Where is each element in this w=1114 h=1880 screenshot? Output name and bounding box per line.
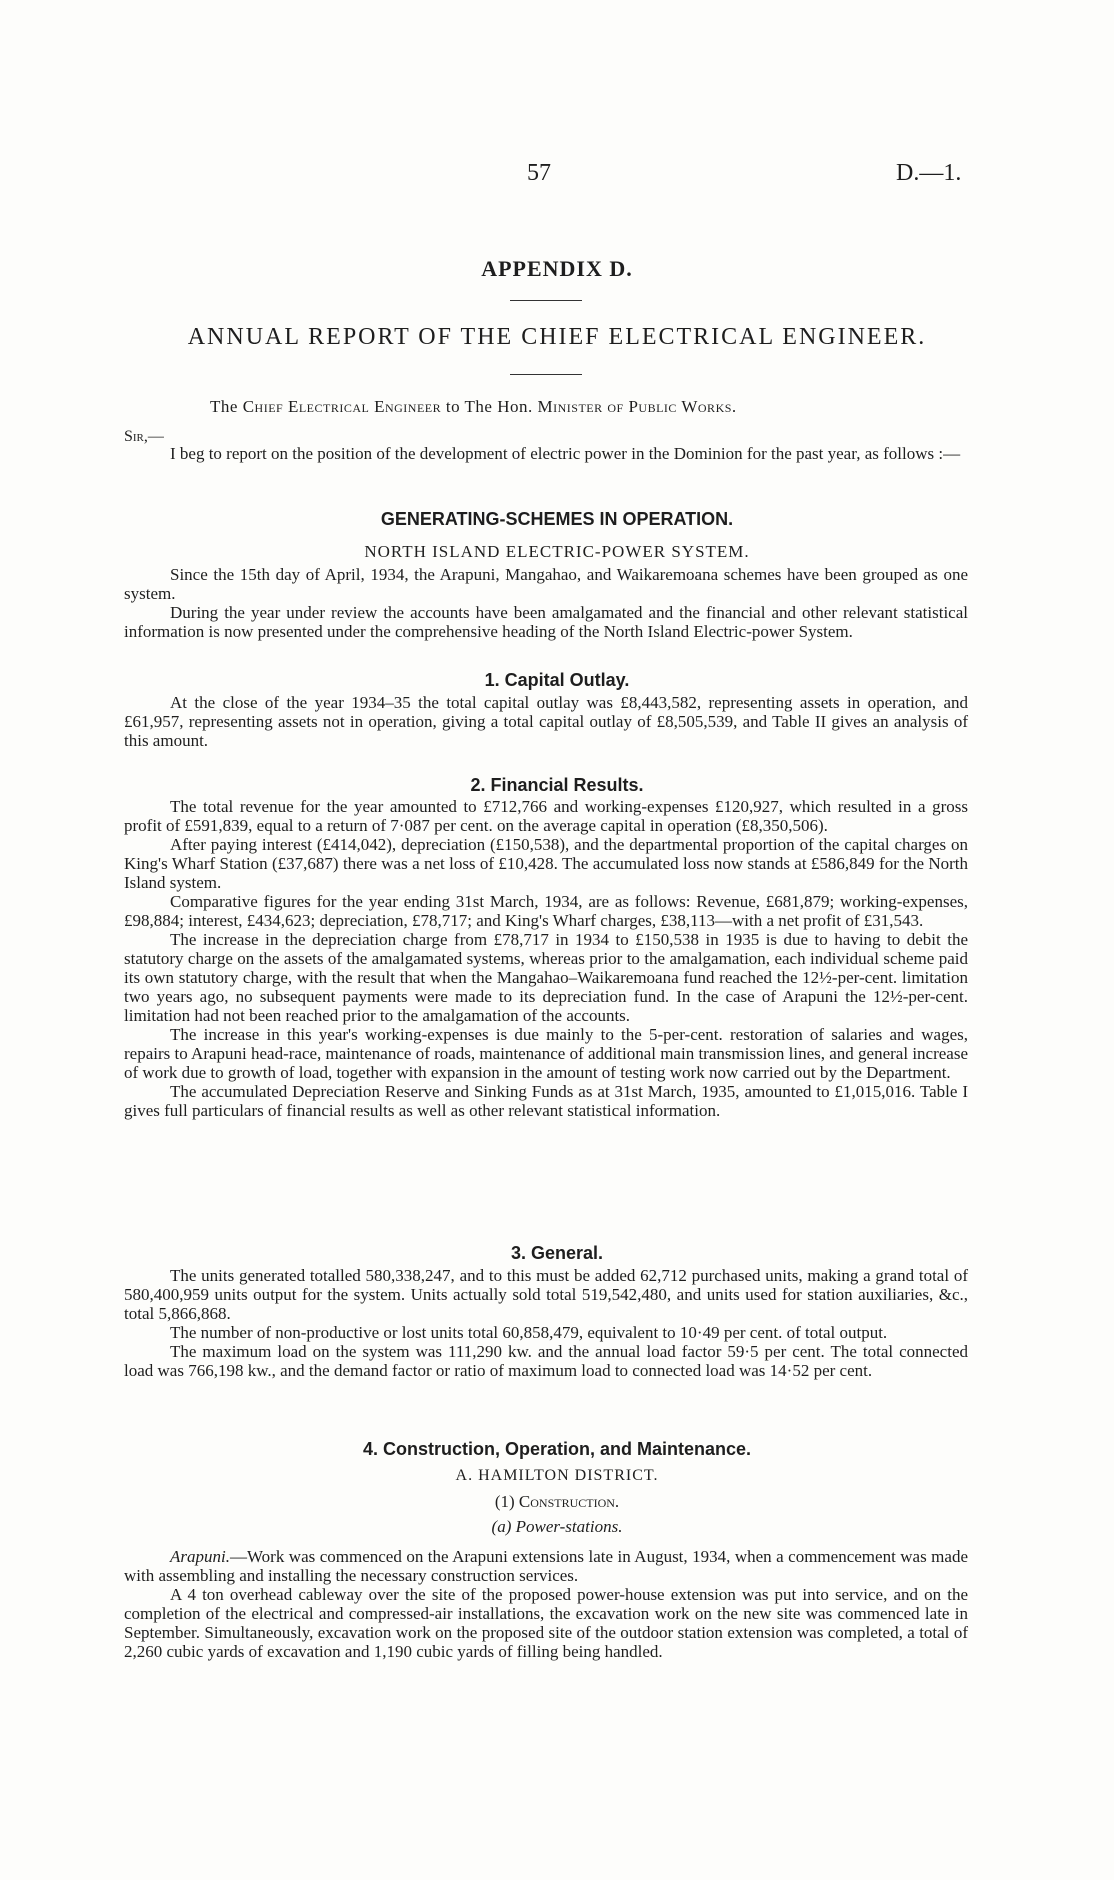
paragraph: A 4 ton overhead cableway over the site of the proposed power-house extension was put into service, and on the completion of the electrical and compressed-air installations, the excavation work on the new site was commenced late in September. Simultaneously, excavation work on the proposed site of the outdoor station extension was completed, a total of 2,260 cubic yards of excavation and 1,190 cubic yards of filling being handled. — [124, 1585, 968, 1661]
divider — [510, 300, 582, 301]
paragraph: Since the 15th day of April, 1934, the Arapuni, Mangahao, and Waikaremoana schemes have been grouped as one system. — [124, 565, 968, 603]
arapuni-text: —Work was commenced on the Arapuni extensions late in August, 1934, when a commencement was made with assembling and installing the necessary construction services. — [124, 1547, 968, 1585]
paragraph: During the year under review the accounts have been amalgamated and the financial and other relevant statistical information is now presented under the comprehensive heading of the North Island Electric-power System. — [124, 603, 968, 641]
paragraph: After paying interest (£414,042), depreciation (£150,538), and the departmental proportion of the capital charges on King's Wharf Station (£37,687) there was a net loss of £10,428. The accumulated loss now stands at £586,849 for the North Island system. — [124, 835, 968, 892]
salutation: Sir,— — [124, 428, 164, 445]
address-to: to The Hon. — [445, 397, 533, 416]
divider — [510, 374, 582, 375]
system-block — [124, 565, 968, 641]
arapuni-label: Arapuni. — [170, 1547, 230, 1566]
report-title: ANNUAL REPORT OF THE CHIEF ELECTRICAL ENGINEER. — [187, 324, 927, 350]
capital-block — [124, 693, 968, 750]
general-block — [124, 1266, 968, 1380]
subheading-construction: (1) Construction. — [494, 1492, 620, 1511]
paragraph: The increase in the depreciation charge from £78,717 in 1934 to £150,538 in 1935 is due to having to debit the statutory charge on the assets of the amalgamated systems, whereas prior to the amalgamation, each individual scheme paid its own statutory charge, with the result that when the Mangahao–Waikaremoana fund reached the 12½-per-cent. limitation two years ago, no subsequent payments were made to its depreciation fund. In the case of Arapuni the 12½-per-cent. limitation had not been reached prior to the amalgamation of the accounts. — [124, 930, 968, 1025]
financial-block — [124, 797, 968, 1120]
paragraph: The increase in this year's working-expenses is due mainly to the 5-per-cent. restoration of salaries and wages, repairs to Arapuni head-race, maintenance of roads, maintenance of additional main transmission lines, and general increase of work due to growth of load, together with expansion in the amount of testing work now carried out by the Department. — [124, 1025, 969, 1082]
paragraph: The units generated totalled 580,338,247, and to this must be added 62,712 purchased units, making a grand total of 580,400,959 units output for the system. Units actually sold total 519,542,480, and units used for station auxiliaries, &c., total 5,866,868. — [124, 1266, 968, 1323]
construction-block — [124, 1547, 968, 1661]
appendix-title: APPENDIX D. — [481, 256, 633, 281]
address-from: Chief Electrical Engineer — [242, 397, 442, 416]
paragraph: The number of non-productive or lost units total 60,858,479, equivalent to 10·49 per cent. of total output. — [170, 1323, 888, 1342]
paragraph: Comparative figures for the year ending 31st March, 1934, are as follows: Revenue, £681,879; working-expenses, £98,884; interest, £434,623; depreciation, £78,717; and King's Wharf charges, £38,113—with a net profit of £31,543. — [124, 892, 968, 930]
section-heading: GENERATING-SCHEMES IN OPERATION. — [380, 509, 734, 529]
general-heading: 3. General. — [510, 1243, 604, 1263]
construction-heading: 4. Construction, Operation, and Maintenance. — [362, 1439, 752, 1459]
page-number: 57 — [527, 160, 551, 186]
paragraph — [124, 1547, 968, 1585]
document-reference: D.—1. — [896, 160, 962, 186]
paragraph: The total revenue for the year amounted to £712,766 and working-expenses £120,927, which resulted in a gross profit of £591,839, equal to a return of 7·087 per cent. on the average capital in operation (£8,350,506). — [124, 797, 968, 835]
system-heading: NORTH ISLAND ELECTRIC-POWER SYSTEM. — [364, 542, 750, 561]
capital-heading: 1. Capital Outlay. — [484, 670, 630, 690]
subheading-power-stations: (a) Power-stations. — [491, 1517, 623, 1536]
paragraph: At the close of the year 1934–35 the total capital outlay was £8,443,582, representing assets in operation, and £61,957, representing assets not in operation, giving a total capital outlay of £8,505,539, and Table II gives an analysis of this amount. — [124, 693, 968, 750]
address-line — [210, 397, 737, 417]
financial-heading: 2. Financial Results. — [470, 775, 644, 795]
district-heading: A. HAMILTON DISTRICT. — [455, 1467, 659, 1484]
address-recipient: Minister of Public Works. — [537, 397, 737, 416]
intro-block — [124, 444, 968, 463]
paragraph: The accumulated Depreciation Reserve and Sinking Funds as at 31st March, 1935, amounted to £1,015,016. Table I gives full particulars of financial results as well as other relevant statistical information. — [124, 1082, 968, 1120]
intro-paragraph: I beg to report on the position of the development of electric power in the Dominion for the past year, as follows :— — [170, 444, 961, 463]
address-the: The — [210, 397, 238, 416]
paragraph: The maximum load on the system was 111,290 kw. and the annual load factor 59·5 per cent. The total connected load was 766,198 kw., and the demand factor or ratio of maximum load to connected load was 14·52 per cent. — [124, 1342, 968, 1380]
